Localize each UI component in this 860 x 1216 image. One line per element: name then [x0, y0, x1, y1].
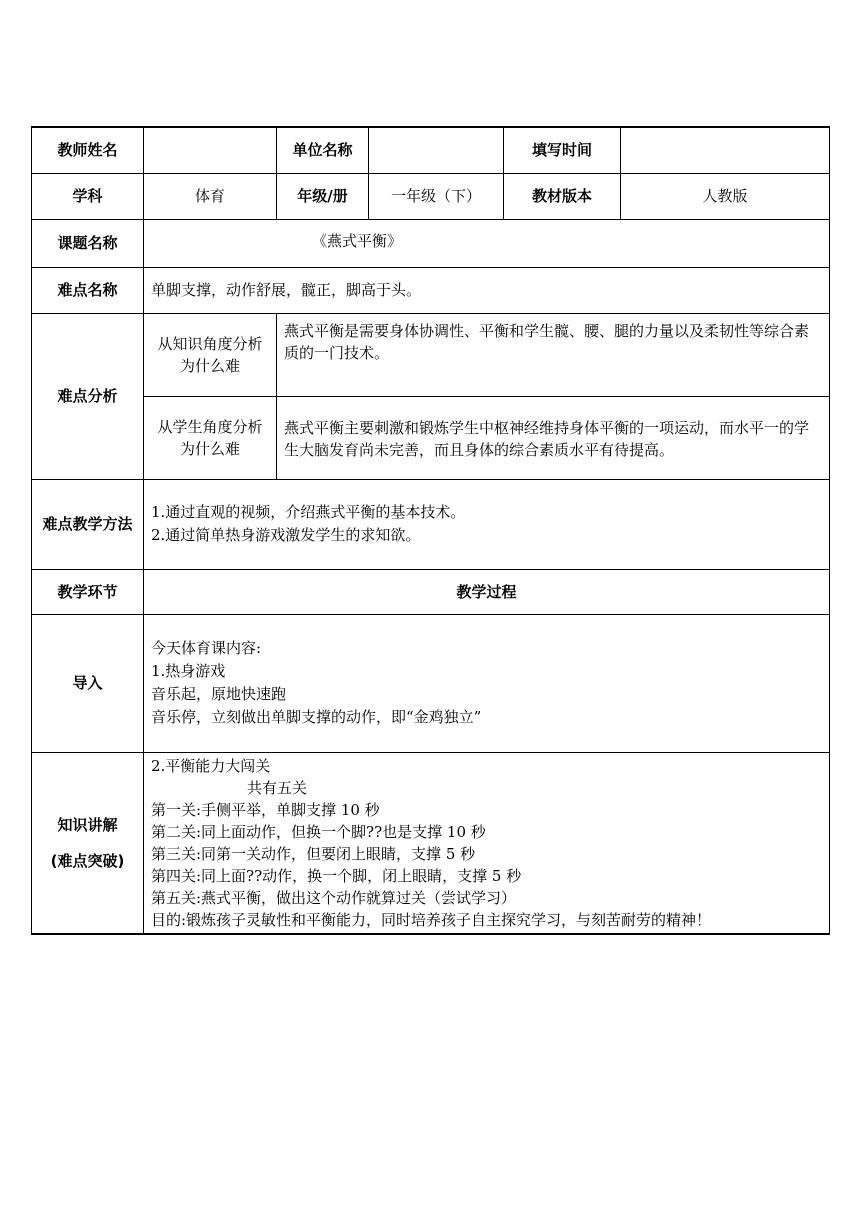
- knowledge-line: 第三关:同第一关动作，但要闭上眼睛，支撑 5 秒: [151, 844, 476, 863]
- knowledge-content: [144, 752, 830, 934]
- knowledge-label: 知识讲解: [57, 815, 118, 834]
- knowledge-line: 第四关:同上面??动作，换一个脚，闭上眼睛，支撑 5 秒: [151, 866, 522, 885]
- intro-line: 1.热身游戏: [151, 662, 226, 680]
- subject-value: 体育: [144, 173, 277, 219]
- lesson-plan-table: [31, 126, 830, 935]
- grade-value: 一年级（下）: [369, 173, 504, 219]
- method-content: [144, 479, 830, 569]
- knowledge-line: 目的:锻炼孩子灵敏性和平衡能力，同时培养孩子自主探究学习，与刻苦耐劳的精神！: [151, 910, 712, 929]
- teacher-name-label: 教师姓名: [32, 127, 144, 173]
- method-row: [32, 479, 830, 569]
- analysis-row-student: [32, 396, 830, 479]
- student-angle-text: 燕式平衡主要刺激和锻炼学生中枢神经维持身体平衡的一项运动，而水平一的学生大脑发育尚未完善，而且身体的综合素质水平有待提高。: [277, 396, 830, 479]
- course-value: 《燕式平衡》: [144, 219, 830, 267]
- course-row: [32, 219, 830, 267]
- student-angle-label-text: 从学生角度分析为什么难: [157, 417, 263, 458]
- header-row: [32, 127, 830, 173]
- difficulty-value: 单脚支撑，动作舒展，髋正，脚高于头。: [144, 267, 830, 313]
- difficulty-row: [32, 267, 830, 313]
- knowledge-row: [32, 752, 830, 934]
- fill-time-value: [621, 127, 830, 173]
- knowledge-line: 共有五关: [247, 778, 308, 797]
- analysis-label: 难点分析: [32, 313, 144, 479]
- analysis-row-knowledge: [32, 313, 830, 396]
- intro-content: [144, 614, 830, 752]
- intro-row: [32, 614, 830, 752]
- difficulty-label: 难点名称: [32, 267, 144, 313]
- knowledge-line: 第二关:同上面动作，但换一个脚??也是支撑 10 秒: [151, 822, 486, 841]
- textbook-value: 人教版: [621, 173, 830, 219]
- method-label: 难点教学方法: [32, 479, 144, 569]
- process-label: 教学过程: [144, 569, 830, 614]
- knowledge-label-cell: [32, 752, 144, 934]
- stage-label: 教学环节: [32, 569, 144, 614]
- grade-label: 年级/册: [277, 173, 369, 219]
- process-header-row: [32, 569, 830, 614]
- student-angle-label: [144, 396, 277, 479]
- fill-time-label: 填写时间: [504, 127, 621, 173]
- subject-label: 学科: [32, 173, 144, 219]
- method-line: 1.通过直观的视频，介绍燕式平衡的基本技术。: [151, 503, 466, 521]
- knowledge-line: 2.平衡能力大闯关: [151, 756, 271, 775]
- knowledge-line: 第一关:手侧平举，单脚支撑 10 秒: [151, 800, 380, 819]
- knowledge-angle-label-text: 从知识角度分析为什么难: [157, 334, 263, 375]
- teacher-name-value: [144, 127, 277, 173]
- knowledge-angle-label: [144, 313, 277, 396]
- knowledge-line: 第五关:燕式平衡，做出这个动作就算过关（尝试学习）: [151, 888, 517, 907]
- intro-line: 今天体育课内容:: [151, 639, 262, 657]
- unit-name-label: 单位名称: [277, 127, 369, 173]
- intro-label: 导入: [32, 614, 144, 752]
- intro-line: 音乐起，原地快速跑: [151, 685, 287, 703]
- method-line: 2.通过简单热身游戏激发学生的求知欲。: [151, 526, 421, 544]
- course-label: 课题名称: [32, 219, 144, 267]
- textbook-label: 教材版本: [504, 173, 621, 219]
- intro-line: 音乐停，立刻做出单脚支撑的动作，即“金鸡独立”: [151, 708, 482, 726]
- knowledge-angle-text: 燕式平衡是需要身体协调性、平衡和学生髋、腰、腿的力量以及柔韧性等综合素质的一门技术。: [277, 313, 830, 396]
- info-row: [32, 173, 830, 219]
- unit-name-value: [369, 127, 504, 173]
- knowledge-sub-label: (难点突破): [50, 851, 125, 870]
